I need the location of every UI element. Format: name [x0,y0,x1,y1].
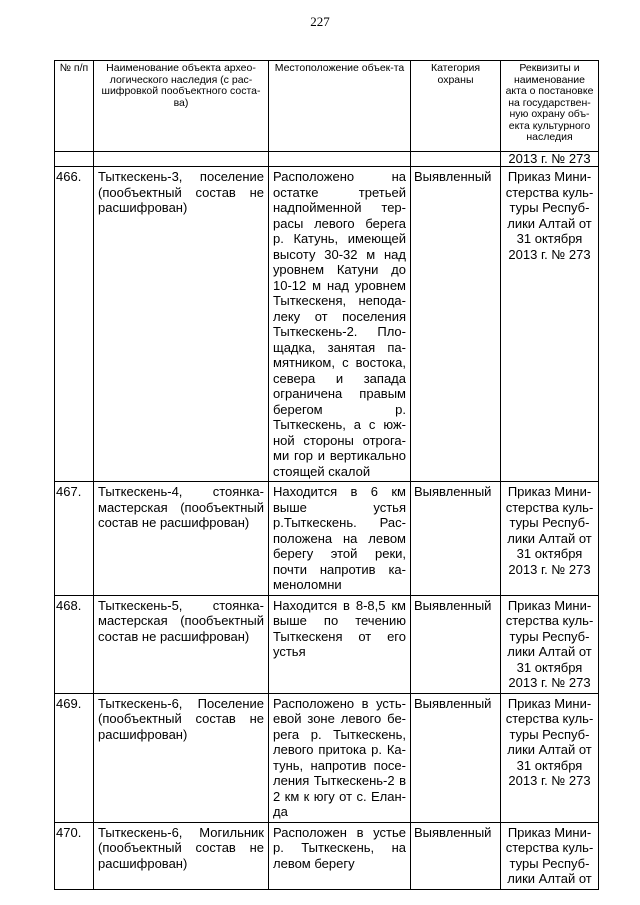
row-num: 467. [55,482,94,596]
row-num: 469. [55,693,94,822]
row-name: Тыткескень-5, стоянка-мастерская (пообъектный состав не расшифрован) [94,595,269,693]
row-category: Выявленный [411,482,501,596]
row-requisites: Приказ Мини-стерства куль-туры Респуб-лики Алтай от 31 октября 2013 г. № 273 [501,482,599,596]
header-location: Местоположение объек-та [269,61,411,152]
row-category: Выявленный [411,595,501,693]
row-category: Выявленный [411,693,501,822]
row-category: Выявленный [411,822,501,889]
page-number: 227 [310,14,330,29]
row-requisites: Приказ Мини-стерства куль-туры Респуб-лики Алтай от 31 октября 2013 г. № 273 [501,595,599,693]
row-location: Находится в 8-8,5 км выше по течению Тыткескеня от его устья [269,595,411,693]
row-location: Расположено в усть-евой зоне левого бе-рега р. Тыткескень, левого притока р. Ка-тунь, напротив посе-ления Тыткескень-2 в 2 км к югу от с. Елан-да [269,693,411,822]
table-row [55,595,599,693]
row-num: 466. [55,167,94,482]
row-requisites: Приказ Мини-стерства куль-туры Респуб-лики Алтай от 31 октября 2013 г. № 273 [501,167,599,482]
row-requisites: Приказ Мини-стерства куль-туры Респуб-лики Алтай от [501,822,599,889]
continuation-requisites: 2013 г. № 273 [501,152,599,167]
row-location: Расположено на остатке третьей надпойменной тер-расы левого берега р. Катунь, имеющей высоту 30-32 м над уровнем Катуни до 10-12 м над уровнем Тыткескеня, непода-леку от поселения Тыткескень-2. Пло-щадка, занятая па-мятником, с востока, севера и запада ограничена правым берегом р. Тыткескень, а с юж-ной стороны отрога-ми гор и вертикально стоящей скалой [269,167,411,482]
row-location: Расположен в устье р. Тыткескень, на левом берегу [269,822,411,889]
table-row [55,482,599,596]
header-requisites: Реквизиты и наименование акта о постановке на государствен-ную охрану объ-екта культурного наследия [501,61,599,152]
continuation-row [55,152,599,167]
row-category: Выявленный [411,167,501,482]
row-name: Тыткескень-6, Могильник (пообъектный состав не расшифрован) [94,822,269,889]
row-num: 468. [55,595,94,693]
row-name: Тыткескень-3, поселение (пообъектный состав не расшифрован) [94,167,269,482]
heritage-table [54,60,599,890]
row-location: Находится в 6 км выше устья р.Тыткескень. Рас-положена на левом берегу этой реки, почти напротив ка-меноломни [269,482,411,596]
header-category: Категория охраны [411,61,501,152]
table-row [55,167,599,482]
row-name: Тыткескень-4, стоянка-мастерская (пообъектный состав не расшифрован) [94,482,269,596]
row-requisites: Приказ Мини-стерства куль-туры Респуб-лики Алтай от 31 октября 2013 г. № 273 [501,693,599,822]
row-name: Тыткескень-6, Поселение (пообъектный состав не расшифрован) [94,693,269,822]
header-name: Наименование объекта архео-логического наследия (с рас-шифровкой пообъектного соста-ва) [94,61,269,152]
row-num: 470. [55,822,94,889]
table-row [55,693,599,822]
header-num: № п/п [55,61,94,152]
table-row [55,822,599,889]
table-header-row [55,61,599,152]
